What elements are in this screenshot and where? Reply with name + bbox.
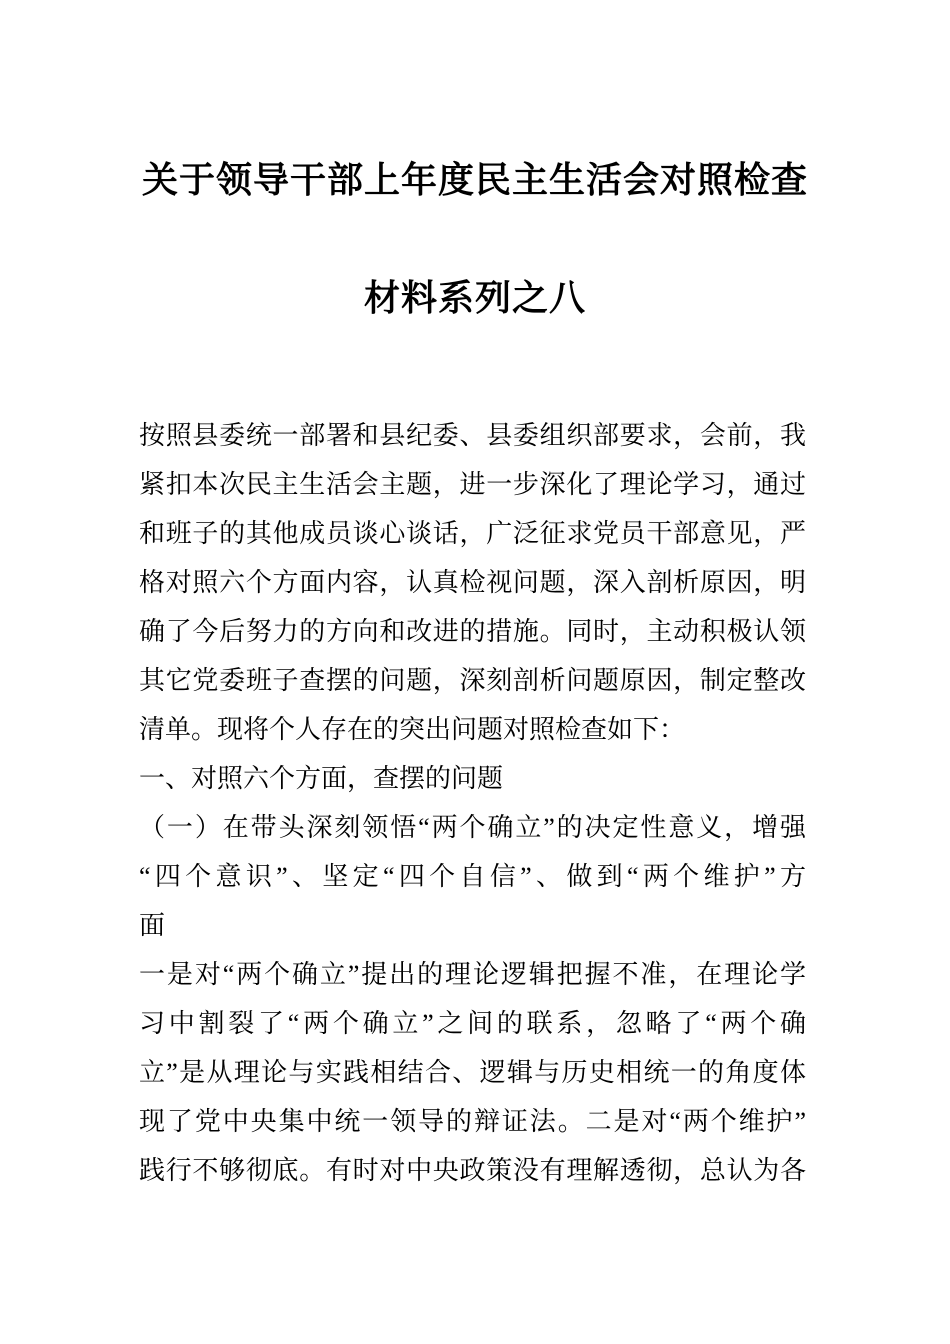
text-line: 践行不够彻底。有时对中央政策没有理解透彻，总认为各: [139, 1156, 806, 1185]
document-title-line-2: 材料系列之八: [363, 278, 586, 318]
text-line: 紧扣本次民主生活会主题，进一步深化了理论学习，通过: [139, 470, 806, 499]
paragraph-section-heading: [139, 754, 806, 803]
text-line: 其它党委班子查摆的问题，深刻剖析问题原因，制定整改: [139, 666, 806, 695]
text-line: 一、对照六个方面，查摆的问题: [139, 764, 504, 793]
paragraph-subsection-heading: [139, 803, 806, 950]
text-line: 现了党中央集中统一领导的辩证法。二是对“两个维护”: [139, 1107, 806, 1136]
document-body: [139, 411, 806, 1195]
text-line: 按照县委统一部署和县纪委、县委组织部要求，会前，我: [139, 421, 806, 450]
text-line: 格对照六个方面内容，认真检视问题，深入剖析原因，明: [139, 568, 806, 597]
document-title: [0, 0, 950, 357]
paragraph-intro: [139, 411, 806, 754]
text-line: “四个意识”、坚定“四个自信”、做到“两个维护”方: [139, 862, 806, 891]
text-line: 和班子的其他成员谈心谈话，广泛征求党员干部意见，严: [139, 519, 806, 548]
document-title-line-1: 关于领导干部上年度民主生活会对照检查: [141, 160, 808, 200]
text-line: 习中割裂了“两个确立”之间的联系，忽略了“两个确: [139, 1009, 806, 1038]
text-line: 一是对“两个确立”提出的理论逻辑把握不准，在理论学: [139, 960, 806, 989]
paragraph-item-one: [139, 950, 806, 1195]
text-line: 清单。现将个人存在的突出问题对照检查如下：: [139, 715, 686, 744]
text-line: （一）在带头深刻领悟“两个确立”的决定性意义，增强: [139, 813, 806, 842]
text-line: 立”是从理论与实践相结合、逻辑与历史相统一的角度体: [139, 1058, 806, 1087]
text-line: 确了今后努力的方向和改进的措施。同时，主动积极认领: [139, 617, 806, 646]
text-line: 面: [139, 911, 166, 940]
